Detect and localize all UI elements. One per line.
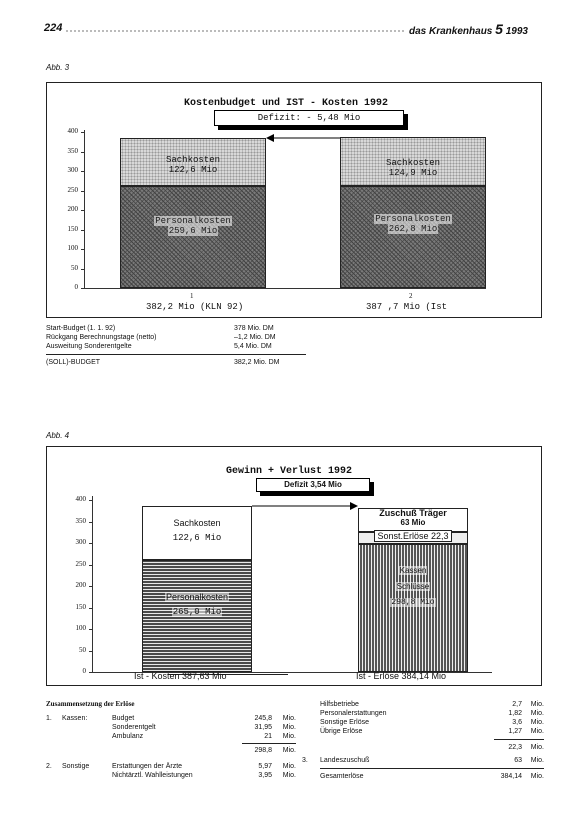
- erloese-unit: Mio.: [530, 757, 544, 764]
- erloese-group: Sonstige: [62, 763, 90, 770]
- figure3-bar1-pers-name: Personalkosten: [155, 216, 231, 226]
- erloese-row: [46, 714, 296, 723]
- erloese-group: [62, 723, 112, 732]
- figure3-gap-arrow: [266, 132, 340, 144]
- summary-label: Start-Budget (1. 1. 92): [46, 325, 116, 332]
- figure3-ytick-mark: [81, 210, 85, 211]
- figure3-ytick-label: 200: [67, 205, 78, 213]
- erloese-unit: Mio.: [282, 733, 296, 740]
- figure4-ytick-mark: [89, 651, 93, 652]
- erloese-num: 1.: [46, 715, 52, 722]
- figure4-right-sonst-name: Sonst.Erlöse 22,3: [374, 530, 451, 542]
- erloese-value: 298,8: [254, 747, 272, 754]
- erloese-row: [302, 718, 546, 727]
- erloese-item: Ambulanz: [112, 733, 144, 740]
- erloese-num: [302, 709, 320, 718]
- summary-row-soll: [46, 358, 306, 367]
- erloese-num: [302, 727, 320, 736]
- figure3-ytick-label: 100: [67, 244, 78, 252]
- erloese-row: [46, 746, 296, 755]
- figure3-ytick-label: 350: [67, 146, 78, 155]
- erloese-value: 21: [264, 733, 272, 740]
- figure4-ytick-mark: [89, 500, 93, 501]
- figure4-gap-arrow: [252, 500, 358, 512]
- summary-value: 378 Mio. DM: [234, 325, 274, 332]
- figure4-caption-right: Ist - Erlöse 384,14 Mio: [356, 671, 447, 681]
- figure4-title: Gewinn + Verlust 1992: [226, 466, 353, 477]
- erloese-num: [46, 723, 62, 732]
- page-number: 224: [44, 22, 63, 34]
- figure4-left-pers-value: 265,0 Mio: [172, 607, 222, 617]
- erloese-item: Übrige Erlöse: [320, 728, 363, 735]
- figure4-ytick-label: 150: [75, 602, 86, 611]
- erloese-left-table: [46, 714, 296, 780]
- figure3-bar1-sach-name: Sachkosten: [165, 155, 220, 165]
- figure3-bar2-personalkosten: [340, 186, 486, 288]
- erloese-num: 3.: [302, 757, 308, 764]
- figure4-ytick-label: 200: [75, 581, 86, 589]
- erloese-total-rule: [320, 768, 544, 769]
- figure4-right-kassen-value: 298,8 Mio: [391, 598, 435, 607]
- figure4-ytick-label: 400: [75, 495, 86, 503]
- figure4-ytick-label: 0: [82, 667, 86, 675]
- erloese-value: 63: [514, 757, 522, 764]
- figure3-bar2-sach-value: 124,9 Mio: [388, 168, 438, 178]
- figure4-ytick-mark: [89, 629, 93, 630]
- erloese-row: [46, 771, 296, 780]
- figure3-defizit-box: Defizit: - 5,48 Mio: [214, 110, 404, 126]
- erloese-value: 5,97: [258, 763, 272, 770]
- erloese-group: [62, 732, 112, 741]
- summary-rule: [46, 354, 306, 355]
- figure4-ytick-mark: [89, 543, 93, 544]
- erloese-unit: Mio.: [530, 744, 544, 751]
- figure3-bar1-sach-label: [120, 155, 266, 175]
- summary-row-rueckgang: [46, 333, 306, 342]
- figure3-ytick-mark: [81, 269, 85, 270]
- figure3-ytick-mark: [81, 191, 85, 192]
- erloese-value: 3,95: [258, 772, 272, 779]
- erloese-title: Zusammensetzung der Erlöse: [46, 700, 135, 708]
- figure3-ytick-label: 150: [67, 224, 78, 233]
- erloese-num: [302, 772, 320, 781]
- erloese-item: Hilfsbetriebe: [320, 701, 359, 708]
- erloese-row: [302, 700, 546, 709]
- figure3-ytick-label: 0: [74, 283, 78, 291]
- figure3-bar1-pers-label: [120, 216, 266, 236]
- figure4-ytick-label: 100: [75, 624, 86, 632]
- figure3-bar2-pers-value: 262,8 Mio: [388, 224, 438, 234]
- erloese-num: [302, 743, 320, 752]
- header-rule: [66, 30, 404, 32]
- erloese-unit: Mio.: [530, 701, 544, 708]
- erloese-unit: Mio.: [282, 763, 296, 770]
- figure3-ytick-mark: [81, 230, 85, 231]
- figure3-ytick-label: 400: [67, 127, 78, 135]
- erloese-left-rule: [242, 743, 296, 744]
- figure3-ytick-mark: [81, 171, 85, 172]
- summary-value: 382,2 Mio. DM: [234, 359, 280, 366]
- figure4-right-kassen-label: [358, 566, 468, 607]
- erloese-item: Gesamterlöse: [320, 773, 364, 780]
- figure4-ytick-mark: [89, 608, 93, 609]
- figure4-right-sonst-label: [358, 531, 468, 541]
- summary-label: Ausweitung Sonderentgelte: [46, 343, 132, 350]
- figure4-right-zuschuss-name: Zuschuß Träger: [379, 508, 447, 518]
- figure4-caption-left: Ist - Kosten 387,63 Mio: [134, 671, 227, 681]
- erloese-value: 3,6: [512, 719, 522, 726]
- figure3-ytick-mark: [81, 249, 85, 250]
- figure3-ytick-label: 250: [67, 185, 78, 194]
- erloese-item: [320, 743, 494, 752]
- figure3-caption-2: 387 ,7 Mio (Ist: [366, 302, 448, 312]
- erloese-item: [112, 746, 242, 755]
- summary-row-start: [46, 324, 306, 333]
- summary-label: (SOLL)-BUDGET: [46, 359, 101, 366]
- figure3-summary: [46, 324, 306, 367]
- erloese-num: [302, 718, 320, 727]
- figure3-bar2-sach-name: Sachkosten: [385, 158, 440, 168]
- erloese-right-table: [302, 700, 546, 781]
- figure3-ytick-mark: [81, 152, 85, 153]
- figure3-label: Abb. 3: [46, 63, 70, 72]
- erloese-unit: Mio.: [530, 719, 544, 726]
- erloese-item: Erstattungen der Ärzte: [112, 763, 183, 770]
- erloese-unit: Mio.: [282, 772, 296, 779]
- figure4-ytick-mark: [89, 586, 93, 587]
- erloese-num: 2.: [46, 763, 52, 770]
- erloese-unit: Mio.: [530, 773, 544, 780]
- erloese-item: Sonderentgelt: [112, 724, 156, 731]
- figure3-bar1-pers-value: 259,6 Mio: [168, 226, 218, 236]
- erloese-value: 245,8: [254, 715, 272, 722]
- erloese-value: 22,3: [508, 744, 522, 751]
- figure3-ytick-label: 50: [71, 263, 78, 272]
- erloese-row: [302, 772, 546, 781]
- figure3-ytick-mark: [81, 288, 85, 289]
- erloese-row: [46, 723, 296, 732]
- summary-label: Rückgang Berechnungstage (netto): [46, 334, 157, 341]
- figure3-bar2-pers-label: [340, 214, 486, 234]
- erloese-unit: Mio.: [282, 715, 296, 722]
- journal-name: das Krankenhaus: [409, 26, 493, 37]
- figure3-bar1-sach-value: 122,6 Mio: [168, 165, 218, 175]
- figure4-left-sach-label: [142, 518, 252, 543]
- erloese-row: [46, 732, 296, 741]
- summary-value: 5,4 Mio. DM: [234, 343, 272, 350]
- erloese-item: Personalerstattungen: [320, 710, 387, 717]
- figure4-ytick-label: 50: [79, 645, 86, 654]
- figure3-caption-1: 382,2 Mio (KLN 92): [146, 302, 244, 312]
- figure4-right-kassen-name: Kassen: [399, 566, 427, 575]
- figure4-right-zuschuss-label: [358, 508, 468, 527]
- erloese-group: [62, 771, 112, 780]
- figure3-y-axis: [84, 130, 85, 288]
- figure3-xtick-1: 1: [190, 292, 194, 300]
- erloese-value: 384,14: [500, 773, 522, 780]
- figure4-left-pers-label: [142, 592, 252, 617]
- erloese-value: 31,95: [254, 724, 272, 731]
- erloese-row: [302, 743, 546, 752]
- summary-row-ausweitung: [46, 342, 306, 351]
- erloese-unit: Mio.: [530, 710, 544, 717]
- erloese-unit: Mio.: [530, 728, 544, 735]
- erloese-num: [46, 746, 62, 755]
- journal-year: 1993: [505, 26, 528, 37]
- figure4-ytick-label: 250: [75, 559, 86, 568]
- erloese-row: [302, 756, 546, 765]
- figure4-right-kassen: [358, 544, 468, 672]
- erloese-unit: Mio.: [282, 747, 296, 754]
- erloese-row: [302, 709, 546, 718]
- figure3-bar2-sach-label: [340, 158, 486, 178]
- figure3-bar1-personalkosten: [120, 186, 266, 288]
- erloese-item: Nichtärztl. Wahlleistungen: [112, 772, 193, 779]
- erloese-num: [46, 732, 62, 741]
- erloese-value: 2,7: [512, 701, 522, 708]
- figure4-ytick-mark: [89, 565, 93, 566]
- summary-value: –1,2 Mio. DM: [234, 334, 276, 341]
- figure4-left-sach-value: 122,6 Mio: [172, 533, 222, 543]
- figure4-ytick-label: 350: [75, 516, 86, 525]
- erloese-item: Landeszuschuß: [320, 757, 370, 764]
- erloese-value: 1,82: [508, 710, 522, 717]
- figure3-ytick-mark: [81, 132, 85, 133]
- figure4-right-zuschuss-value: 63 Mio: [400, 518, 426, 527]
- erloese-value: 1,27: [508, 728, 522, 735]
- erloese-row: [46, 762, 296, 771]
- erloese-num: [46, 771, 62, 780]
- figure4-ytick-mark: [89, 522, 93, 523]
- erloese-item: Sonstige Erlöse: [320, 719, 370, 726]
- figure4-defizit-box: Defizit 3,54 Mio: [256, 478, 370, 492]
- erloese-item: Budget: [112, 715, 135, 722]
- figure4-ytick-mark: [89, 672, 93, 673]
- erloese-right-rule: [494, 739, 544, 740]
- figure3-title: Kostenbudget und IST - Kosten 1992: [184, 98, 389, 109]
- erloese-group: [62, 746, 112, 755]
- figure3-x-axis: [84, 288, 486, 289]
- journal-header: [409, 21, 528, 37]
- figure3-bar2-pers-name: Personalkosten: [375, 214, 451, 224]
- figure3-ytick-label: 300: [67, 166, 78, 174]
- erloese-unit: Mio.: [282, 724, 296, 731]
- journal-issue: 5: [495, 21, 503, 37]
- figure4-left-pers-name: Personalkosten: [165, 592, 229, 602]
- erloese-num: [302, 700, 320, 709]
- figure4-label: Abb. 4: [46, 431, 70, 440]
- figure4-ytick-label: 300: [75, 538, 86, 546]
- figure3-xtick-2: 2: [409, 292, 413, 300]
- erloese-row: [302, 727, 546, 736]
- figure4-right-kassen-sub: Schlüsse: [396, 582, 430, 591]
- figure4-left-sach-name: Sachkosten: [173, 518, 221, 528]
- erloese-group: Kassen:: [62, 715, 88, 722]
